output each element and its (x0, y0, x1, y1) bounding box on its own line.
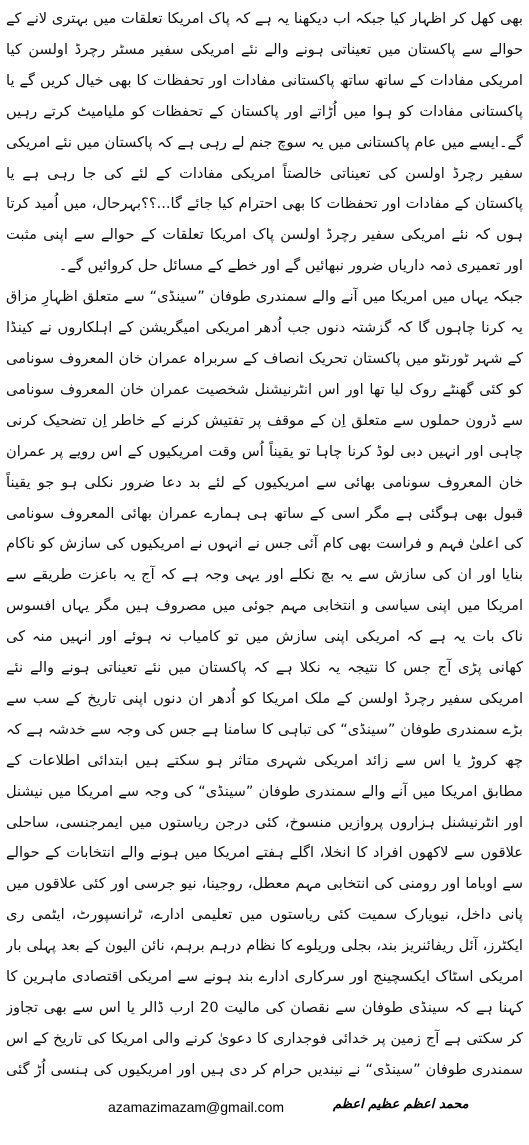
author-email: azamazimazam@gmail.com (108, 1099, 285, 1115)
author-name: محمد اعظم عظیم اعظم (333, 1097, 469, 1112)
article-paragraph-2: جبکہ یہاں میں امریکا میں آنے والے سمندری طوفان ”سینڈی“ سے متعلق اظہارِ مزاق یہ کرنا چاہوں گا کہ گزشتہ دنوں جب اُدھر امریکی امیگریشن کے اہلکاروں نے کینڈا کے شہر ٹورنٹو میں پاکستان تحریک انصاف کے سربراہ عمران خان المعروف سونامی کو کئی گھنٹے روک لیا تھا اور اس انٹرنیشنل شخصیت عمران خان المعروف سونامی سے ڈرون حملوں سے متعلق اِن کے موقف پر تفتیش کرنے کے خاطر اِن تضحیک کرنی چاہی اور انہیں دبی لوڈ کرنا چاہا تو یقیناً اُس وقت امریکیوں کے اس رویے پر عمران خان المعروف سونامی بھائی سے امریکیوں کے لئے بد دعا ضرور نکلی ہو جو یقیناً قبول بھی ہوگئی ہے مگر اسی کے ساتھ ہی ہمارے عمران بھائی المعروف سونامی کی اعلیٰ فہم و فراست بھی کام آئی جس نے انہوں نے امریکیوں کی سازش کو ناکام بنایا اور ان کی سازش سے یہ بچ نکلے اور یہی وجہ ہے کہ آج یہ باعزت طریقے سے امریکا میں اپنی سیاسی و انتخابی مہم جوئی میں مصروف ہیں مگر یہاں افسوس ناک بات یہ ہے کہ امریکی اپنی سازش میں تو کامیاب نہ ہوئے اور انہیں منہ کی کھانی پڑی آج جس کا نتیجہ یہ نکلا ہے کہ پاکستان میں نئے تعیناتی ہونے والے نئے امریکی سفیر رچرڈ اولسن کے ملک امریکا کو اُدھر ان دنوں اپنی تاریخ کے سب سے بڑے سمندری طوفان ”سینڈی“ کی تباہی کا سامنا ہے جس کی وجہ سے خدشہ ہے کہ چھ کروڑ یا اس سے زائد امریکی شہری متاثر ہو سکتے ہیں ابتدائی اطلاعات کے مطابق امریکا میں آنے والے سمندری طوفان ”سینڈی“ کی وجہ سے امریکا میں نیشنل اور انٹرنیشنل ہزاروں پروازیں منسوخ، کئی درجن ریاستوں میں ایمرجنسی، ساحلی علاقوں سے لاکھوں افراد کا انخلا، اگلے ہفتے امریکا میں ہونے والے انتخابات کے حوالے سے اوباما اور رومنی کی انتخابی مہم معطل، روجینا، نیو جرسی اور کئی علاقوں میں پانی داخل، نیویارک سمیت کئی ریاستوں میں تعلیمی ادارے، ٹرانسپورٹ، ایٹمی ری ایکٹرز، آئل ریفائنریز بند، بجلی وریلوے کا نظام درہم برہم، نائن الیون کے بعد پہلی بار امریکی اسٹاک ایکسچینج اور سرکاری ادارے بند ہونے سے امریکی اقتصادی ماہرین کا کہنا ہے کہ سینڈی طوفان سے نقصان کی مالیت 20 ارب ڈالر یا اس سے بھی تجاوز کر سکتی ہے آج زمین پر خدائی فوجداری کا دعویٰ کرنے والی امریکا کی تاریخ کے اس سمندری طوفان ”سینڈی“ نے نیندیں حرام کر دی ہیں اور امریکیوں کی ہنسی اُڑ گئی (6, 288, 523, 1078)
article-paragraph-1: بھی کھل کر اظہار کیا جبکہ اب دیکھنا یہ ہے کہ پاک امریکا تعلقات میں بہتری لانے کے حوالے سے پاکستان میں تعیناتی ہونے والے نئے امریکی سفیر مسٹر رچرڈ اولسن کیا امریکی مفادات کے ساتھ ساتھ پاکستانی مفادات اور تحفظات کا بھی خیال کریں گے یا پاکستانی مفادات کو ہوا میں اُڑاتے اور پاکستان کے تحفظات کو ملیامیٹ کرتے رہیں گے۔ایسے میں عام پاکستانی میں یہ سوچ جنم لے رہی ہے کہ پاکستان میں نئے امریکی سفیر رچرڈ اولسن کی تعیناتی خالصتاً امریکی مفادات کے لئے کی جا رہی ہے یا پاکستان کے مفادات اور تحفظات کا بھی احترام کیا جائے گا...؟؟بہرحال، میں اُمید کرتا ہوں کہ نئے امریکی سفیر رچرڈ اولسن پاک امریکا تعلقات کے حوالے سے اپنی مثبت اور تعمیری ذمہ داریاں ضرور نبھائیں گے اور خطے کے مسائل حل کروائیں گے۔ (6, 10, 523, 275)
article-footer (0, 1095, 529, 1125)
article-body (6, 4, 523, 1084)
